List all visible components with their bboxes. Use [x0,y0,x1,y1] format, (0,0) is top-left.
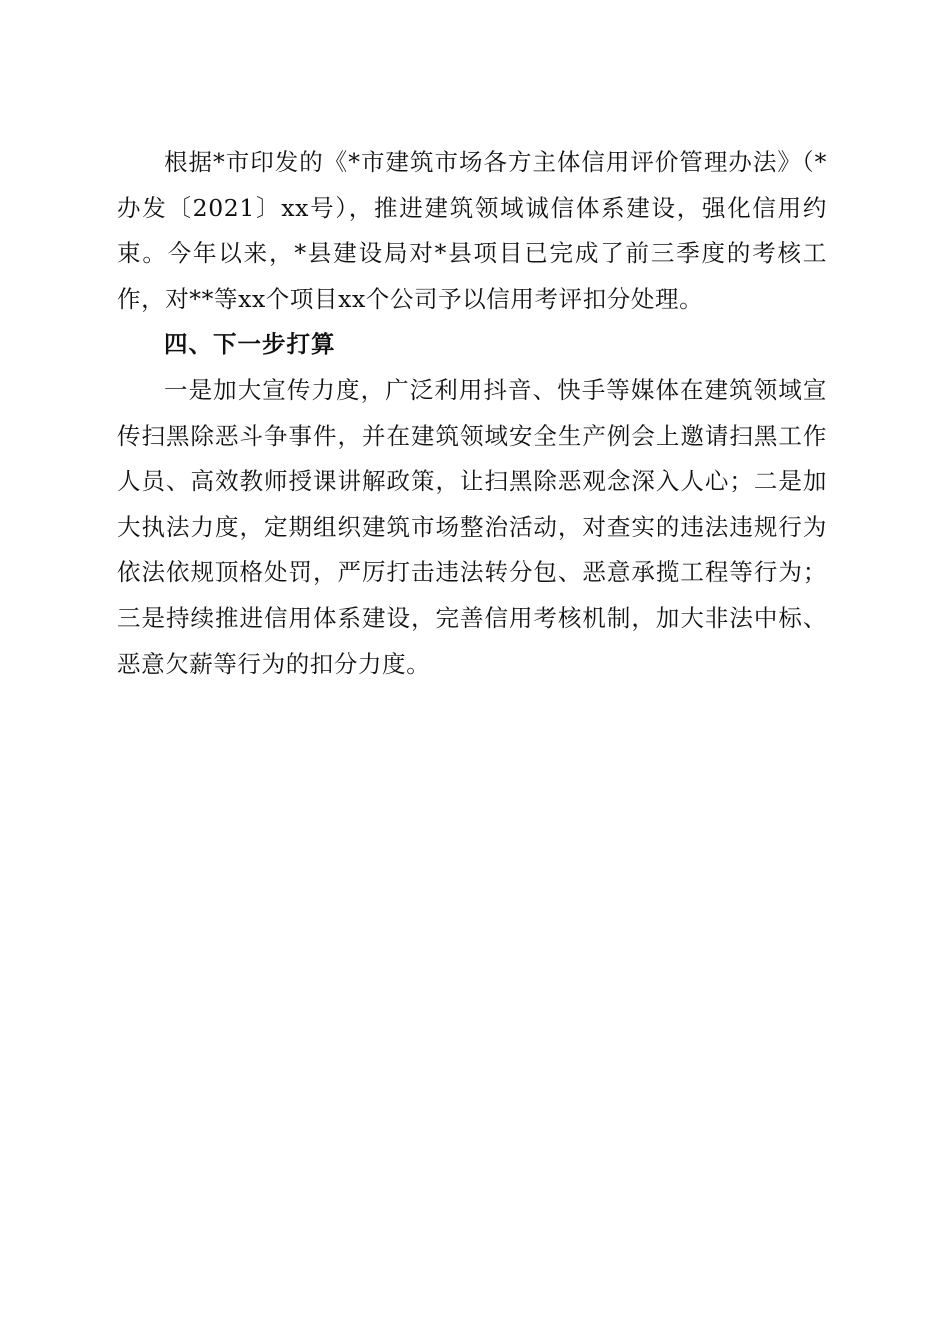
paragraph-next-steps: 一是加大宣传力度，广泛利用抖音、快手等媒体在建筑领域宣传扫黑除恶斗争事件，并在建筑领域安全生产例会上邀请扫黑工作人员、高效教师授课讲解政策，让扫黑除恶观念深入人心；二是加大执法力度，定期组织建筑市场整治活动，对查实的违法违规行为依法依规顶格处罚，严厉打击违法转分包、恶意承揽工程等行为；三是持续推进信用体系建设，完善信用考核机制，加大非法中标、恶意欠薪等行为的扣分力度。 [117,375,827,678]
document-body [117,140,827,687]
paragraph-credit-evaluation: 根据*市印发的《*市建筑市场各方主体信用评价管理办法》（*办发〔2021〕xx号），推进建筑领域诚信体系建设，强化信用约束。今年以来，*县建设局对*县项目已完成了前三季度的考核工作，对**等xx个项目xx个公司予以信用考评扣分处理。 [117,148,827,313]
section-heading-next-steps: 四、下一步打算 [164,330,336,359]
